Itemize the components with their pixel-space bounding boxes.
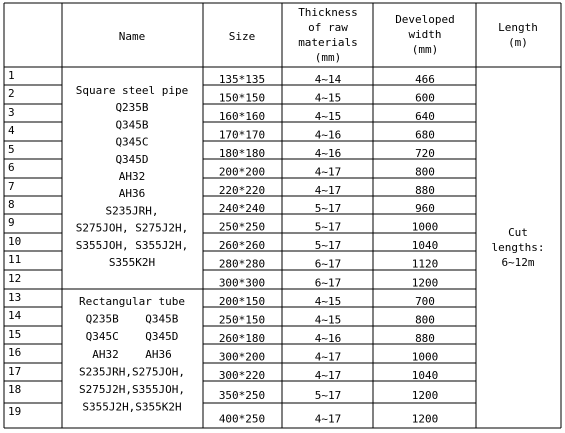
row-thickness: 4~16 <box>314 128 342 142</box>
name-line: Q345D <box>115 152 149 166</box>
table-row <box>8 328 435 345</box>
row-no: 16 <box>8 346 22 359</box>
row-size: 400*250 <box>218 412 266 426</box>
row-thickness: 4~14 <box>314 73 342 86</box>
row-no: 18 <box>8 383 22 396</box>
row-width: 800 <box>415 313 435 327</box>
table-row <box>8 253 438 271</box>
row-thickness: 4~17 <box>314 165 342 179</box>
name-line: Q235B <box>115 101 149 115</box>
name-line: S355JOH, S355J2H, <box>75 238 189 252</box>
table-row <box>8 69 435 86</box>
row-thickness: 4~17 <box>314 350 342 364</box>
row-no: 10 <box>8 235 22 248</box>
row-thickness: 6~17 <box>314 276 342 290</box>
name-line: Q235B Q345B <box>85 312 179 326</box>
row-no: 2 <box>8 87 15 100</box>
table-row <box>8 235 438 252</box>
table-row <box>8 106 435 123</box>
row-size: 170*170 <box>218 128 266 142</box>
row-size: 180*180 <box>218 147 266 160</box>
table-row <box>8 405 438 426</box>
row-no: 3 <box>8 106 15 119</box>
name-line: Q345C <box>115 135 149 149</box>
row-width: 700 <box>415 295 435 308</box>
row-no: 19 <box>8 405 22 418</box>
table-row <box>8 124 435 142</box>
name-line: S235JRH, <box>105 204 159 218</box>
table-row <box>8 87 435 105</box>
length-cell <box>492 226 545 269</box>
table-row <box>8 180 435 197</box>
row-thickness: 5~17 <box>314 220 342 234</box>
row-no: 6 <box>8 161 15 174</box>
row-no: 9 <box>8 216 15 229</box>
name-line: S235JRH,S275JOH, <box>79 365 185 379</box>
header-developed-3: (mm) <box>411 43 439 56</box>
header-developed-1: Developed <box>395 13 455 26</box>
row-thickness: 4~16 <box>314 332 342 345</box>
row-thickness: 4~15 <box>314 91 342 105</box>
row-thickness: 4~16 <box>314 147 342 160</box>
row-size: 260*260 <box>218 239 266 252</box>
name-line: S275J2H,S355JOH, <box>79 383 185 396</box>
row-thickness: 5~17 <box>314 389 342 402</box>
row-thickness: 5~17 <box>314 239 342 252</box>
name-line: S355K2H <box>108 256 156 269</box>
row-no: 17 <box>8 365 22 378</box>
row-thickness: 4~17 <box>314 184 342 197</box>
row-size: 220*220 <box>218 184 266 197</box>
row-width: 680 <box>415 128 435 142</box>
row-thickness: 6~17 <box>314 257 342 271</box>
header-size: Size <box>228 30 256 43</box>
name-line: Square steel pipe <box>75 84 189 97</box>
table-grid <box>4 3 561 428</box>
row-width: 466 <box>415 73 435 86</box>
name-line: Q345C Q345D <box>85 330 179 344</box>
row-size: 300*300 <box>218 276 266 290</box>
name-line: AH32 <box>118 170 146 183</box>
header-thickness-2: of raw <box>308 21 348 34</box>
length-note-2: lengths: <box>491 241 545 254</box>
row-width: 1200 <box>411 276 439 290</box>
row-thickness: 4~15 <box>314 110 342 123</box>
table-row <box>8 161 435 179</box>
row-no: 4 <box>8 124 15 137</box>
table-row <box>8 383 438 402</box>
row-width: 640 <box>415 110 435 123</box>
row-thickness: 4~15 <box>314 295 342 308</box>
table-row <box>8 346 438 364</box>
header-developed-2: width <box>408 28 442 41</box>
row-thickness: 4~17 <box>314 412 342 426</box>
name-line: Q345B <box>115 118 149 132</box>
row-no: 7 <box>8 180 15 193</box>
row-width: 1040 <box>411 369 439 382</box>
row-width: 600 <box>415 91 435 105</box>
row-no: 11 <box>8 253 22 266</box>
header-length-2: (m) <box>508 36 528 49</box>
row-size: 200*200 <box>218 165 266 179</box>
table-row <box>8 365 438 382</box>
row-width: 800 <box>415 165 435 179</box>
row-thickness: 4~17 <box>314 369 342 382</box>
row-size: 300*200 <box>218 350 266 364</box>
row-no: 1 <box>8 69 15 82</box>
table-row <box>8 198 435 218</box>
row-width: 880 <box>415 184 435 197</box>
row-no: 5 <box>8 143 15 156</box>
name-line: S275JOH, S275J2H, <box>75 221 189 235</box>
row-width: 960 <box>415 202 435 215</box>
header-length-1: Length <box>498 21 538 34</box>
row-width: 1000 <box>411 350 439 364</box>
header-name: Name <box>118 30 146 43</box>
row-no: 14 <box>8 309 22 322</box>
row-size: 250*250 <box>218 220 266 234</box>
row-no: 15 <box>8 328 22 341</box>
length-note-3: 6~12m <box>501 256 535 269</box>
row-no: 12 <box>8 272 22 285</box>
table-row <box>8 216 438 234</box>
row-width: 1120 <box>411 257 439 271</box>
table-row <box>8 291 435 308</box>
row-width: 1040 <box>411 239 439 252</box>
row-size: 150*150 <box>218 91 266 105</box>
row-size: 160*160 <box>218 110 266 123</box>
table-row <box>8 143 435 160</box>
length-note-1: Cut <box>508 226 528 239</box>
row-width: 720 <box>415 147 435 160</box>
row-width: 1000 <box>411 220 439 234</box>
table-header <box>119 6 538 64</box>
row-size: 240*240 <box>218 202 266 215</box>
header-thickness-3: materials <box>298 36 358 49</box>
name-line: S355J2H,S355K2H <box>82 400 182 414</box>
row-size: 300*220 <box>218 369 266 382</box>
header-thickness-4: (mm) <box>314 51 342 64</box>
row-thickness: 5~17 <box>314 202 342 215</box>
name-cell-rectangular-tube <box>79 295 185 414</box>
row-size: 280*280 <box>218 257 266 271</box>
row-size: 350*250 <box>218 389 266 402</box>
table-row <box>8 309 435 327</box>
row-thickness: 4~15 <box>314 313 342 327</box>
row-no: 13 <box>8 291 22 304</box>
row-width: 1200 <box>411 389 439 402</box>
name-line: AH32 AH36 <box>92 347 172 361</box>
row-size: 200*150 <box>218 295 266 308</box>
row-width: 880 <box>415 332 435 345</box>
row-size: 250*150 <box>218 313 266 327</box>
row-width: 1200 <box>411 412 439 426</box>
row-no: 8 <box>8 198 15 211</box>
name-line: AH36 <box>118 187 146 201</box>
header-thickness-1: Thickness <box>298 6 358 19</box>
name-line: Rectangular tube <box>79 295 185 308</box>
name-cell-square-pipe <box>76 84 189 269</box>
row-size: 135*135 <box>218 73 266 86</box>
table-row <box>8 272 438 290</box>
row-size: 260*180 <box>218 332 266 345</box>
